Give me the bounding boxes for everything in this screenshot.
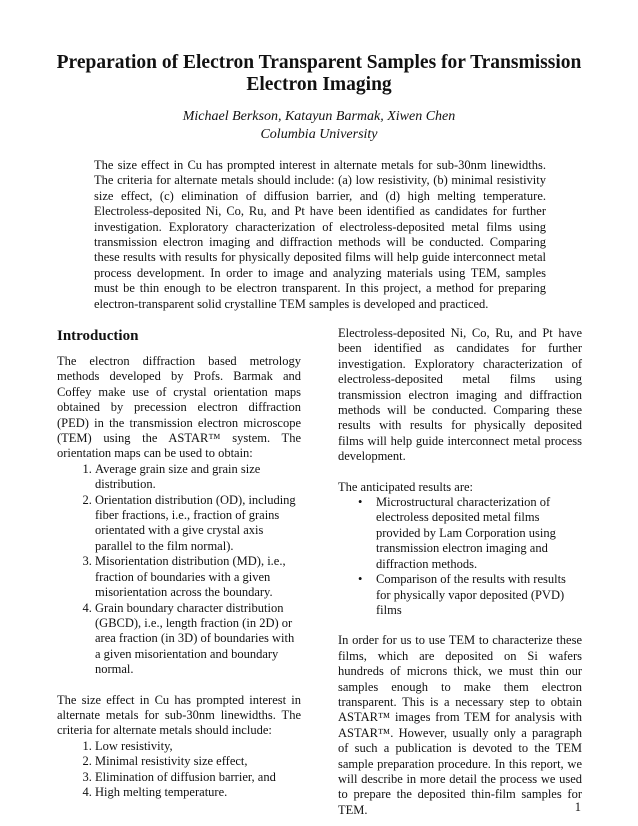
- authors: Michael Berkson, Katayun Barmak, Xiwen Chen: [182, 109, 456, 124]
- candidates-paragraph: Electroless-deposited Ni, Co, Ru, and Pt have been identified as candidates for further investigation. Exploratory characterization of electroless-deposited metal films using transmission electron imaging and diffraction methods will be conducted. Comparing these results with results for physically deposited films will help guide interconnect metal process development.: [338, 326, 582, 464]
- affiliation: Columbia University: [260, 127, 378, 142]
- list-item: • Microstructural characterization of electroless deposited metal films provided by Lam Corporation using transmission electron imaging and diffraction methods.: [358, 495, 556, 571]
- obtain-list: [57, 462, 301, 678]
- list-item: 1. Low resistivity,: [95, 739, 301, 754]
- intro-paragraph: The electron diffraction based metrology methods developed by Profs. Barmak and Coffey make use of crystal orientation maps obtained by precession electron diffraction (PED) in the transmission electron microscope (TEM) using the ASTAR™ system. The orientation maps can be used to obtain:: [57, 354, 301, 461]
- results-list: [338, 495, 582, 618]
- list-item: 1. Average grain size and grain size distribution.: [95, 462, 301, 493]
- tem-paragraph: In order for us to use TEM to characterize these films, which are deposited on Si wafers hundreds of microns thick, we must thin our samples enough to make them electron transparent. This is a necessary step to obtain ASTAR™ images from TEM for analysis with ASTAR™. However, usually only a paragraph of such a publication is devoted to the TEM sample preparation procedure. In this report, we will describe in more detail the process we used to prepare the deposited thin-film samples for TEM.: [338, 633, 582, 817]
- size-effect-paragraph: The size effect in Cu has prompted interest in alternate metals for sub-30nm linewidths. The criteria for alternate metals should include:: [57, 692, 301, 738]
- section-heading-introduction: Introduction: [57, 328, 139, 344]
- criteria-list: [57, 739, 301, 801]
- left-column: [57, 326, 301, 800]
- list-item: 3. Misorientation distribution (MD), i.e., fraction of boundaries with a given misorientation across the boundary.: [95, 554, 301, 600]
- list-item: 4. High melting temperature.: [95, 785, 301, 800]
- bullet-icon: •: [358, 572, 363, 587]
- list-item: 2. Minimal resistivity size effect,: [95, 754, 301, 769]
- paper-title: Preparation of Electron Transparent Samples for Transmission Electron Imaging: [56, 52, 582, 95]
- list-item: 2. Orientation distribution (OD), including fiber fractions, i.e., fraction of grains orientated with a give crystal axis parallel to the film normal).: [95, 493, 301, 555]
- bullet-icon: •: [358, 495, 363, 510]
- list-item: 4. Grain boundary character distribution (GBCD), i.e., length fraction (in 2D) or area fraction (in 3D) of boundaries with a given misorientation and boundary normal.: [95, 601, 301, 678]
- list-item: 3. Elimination of diffusion barrier, and: [95, 770, 301, 785]
- abstract: The size effect in Cu has prompted interest in alternate metals for sub-30nm linewidths. The criteria for alternate metals should include: (a) low resistivity, (b) minimal resistivity size effect, (c) elimination of diffusion barrier, and (d) high melting temperature. Electroless-deposited Ni, Co, Ru, and Pt have been identified as candidates for further investigation. Exploratory characterization of electroless-deposited metal films using transmission electron imaging and diffraction methods will be conducted. Comparing these results with results for physically deposited films will help guide interconnect metal process development. In order to image and analyzing materials using TEM, samples must be thin enough to be electron transparent. In this project, a method for preparing electron-transparent solid crystalline TEM samples is developed and practiced.: [94, 158, 546, 311]
- list-item: • Comparison of the results with results for physically vapor deposited (PVD) films: [358, 572, 566, 617]
- right-column: [338, 326, 582, 818]
- anticipated-label: The anticipated results are:: [338, 479, 474, 494]
- page-number: 1: [574, 800, 581, 814]
